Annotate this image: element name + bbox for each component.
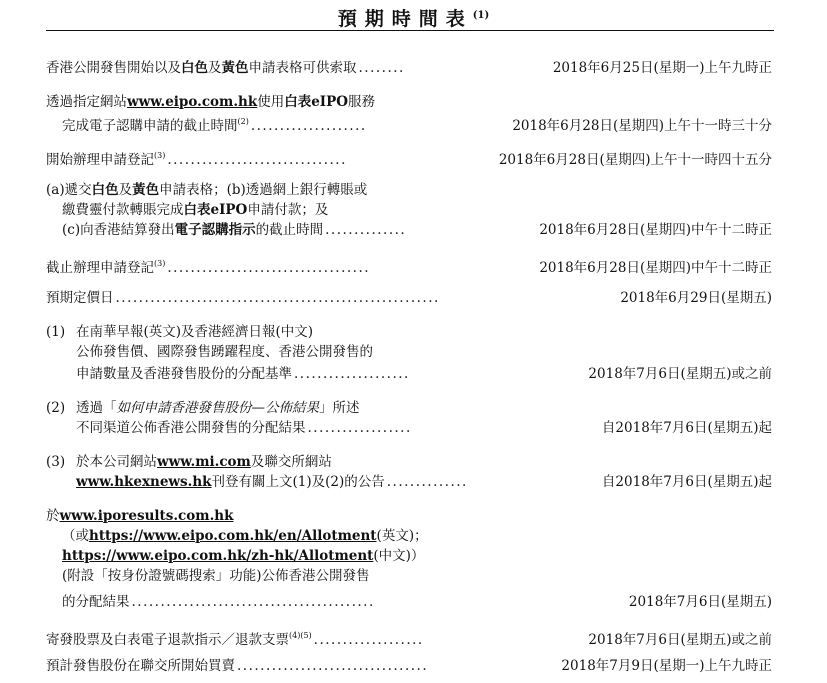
- leader-dots: ..........................................: [131, 594, 375, 610]
- row-label-line-2: （或https://www.eipo.com.hk/en/Allotment(英文)；: [62, 528, 428, 544]
- row-label-line-1: (1) 在南華早報(英文)及香港經濟日報(中文): [46, 324, 314, 340]
- row-label: 不同渠道公佈香港公開發售的分配結果: [76, 420, 306, 436]
- row-label-line-1: (3) 於本公司網站www.mi.com及聯交所網站: [46, 454, 332, 470]
- timetable-row-lists-close: [46, 254, 772, 274]
- timetable-row-announce-results: [76, 418, 772, 438]
- website-link[interactable]: www.eipo.com.hk: [127, 94, 258, 110]
- item-number: (3): [46, 454, 66, 470]
- page-title: 預期時間表$^{(1)}$: [337, 8, 490, 30]
- leader-dots: ....................: [250, 118, 367, 134]
- row-label: 完成電子認購申請的截止時間$^{(2)}$: [62, 117, 249, 134]
- timetable-row-announce-price: [76, 364, 772, 384]
- row-label-line-1: (a)遞交白色及黃色申請表格；(b)透過網上銀行轉賬或: [46, 182, 368, 198]
- row-label: 寄發股票及白表電子退款指示／退款支票$^{(4)(5)}$: [46, 631, 312, 648]
- row-label: 申請數量及香港發售股份的分配基準: [76, 366, 292, 382]
- leader-dots: ..............: [325, 222, 407, 238]
- row-label: (c)向香港結算發出電子認購指示的截止時間: [62, 222, 324, 238]
- row-date: 自2018年7月6日(星期五)起: [601, 474, 772, 490]
- row-label: 香港公開發售開始以及白色及黃色申請表格可供索取: [46, 60, 357, 76]
- timetable-row-application-deadline: [62, 220, 772, 240]
- timetable-row-price-determination: [46, 288, 772, 308]
- row-label-line-1: 於www.iporesults.com.hk: [46, 508, 234, 524]
- website-link[interactable]: www.hkexnews.hk: [76, 474, 212, 490]
- row-label: 預期定價日: [46, 290, 114, 306]
- leader-dots: ..................: [307, 420, 412, 436]
- leader-dots: ....................: [294, 366, 410, 382]
- leader-dots: ...................: [313, 632, 424, 648]
- row-label: 預計發售股份在聯交所開始買賣: [46, 658, 235, 674]
- row-label: www.hkexnews.hk刊登有關上文(1)及(2)的公告: [76, 474, 385, 490]
- row-date: 2018年6月28日(星期四)上午十一時四十五分: [498, 152, 772, 168]
- title-rule: [46, 30, 774, 31]
- row-date: 2018年6月28日(星期四)中午十二時正: [539, 222, 772, 238]
- leader-dots: ...............................: [167, 152, 347, 168]
- item-number: (2): [46, 400, 66, 416]
- timetable-row-eipo-deadline: [62, 112, 772, 132]
- website-link[interactable]: www.mi.com: [157, 454, 251, 470]
- leader-dots: ........................................................: [115, 290, 440, 306]
- row-label-line-1: (2) 透過「如何申請香港發售股份—公佈結果」所述: [46, 400, 360, 416]
- timetable-row-prospectus-available: [46, 58, 772, 78]
- website-link[interactable]: www.iporesults.com.hk: [59, 508, 234, 524]
- leader-dots: ..............: [386, 474, 468, 490]
- row-label: 開始辦理申請登記$^{(3)}$: [46, 151, 166, 168]
- row-label-line-4: (附設「按身份證號碼搜索」功能)公佈香港公開發售: [62, 568, 370, 584]
- row-date: 2018年6月29日(星期五): [620, 290, 772, 306]
- row-date: 自2018年7月6日(星期五)起: [601, 420, 772, 436]
- item-number: (1): [46, 324, 66, 340]
- leader-dots: ...................................: [167, 260, 371, 276]
- title-footnote-marker: (1): [472, 10, 490, 21]
- row-label-line-1: 透過指定網站www.eipo.com.hk使用白表eIPO服務: [46, 94, 376, 110]
- row-date: 2018年7月9日(星期一)上午九時正: [561, 658, 772, 674]
- row-label: 的分配結果: [62, 594, 130, 610]
- row-label-line-2: 繳費靈付款轉賬完成白表eIPO申請付款；及: [62, 202, 329, 218]
- row-date: 2018年7月6日(星期五)或之前: [588, 366, 772, 382]
- row-date: 2018年6月28日(星期四)上午十一時三十分: [512, 118, 772, 134]
- row-label: 截止辦理申請登記$^{(3)}$: [46, 259, 166, 276]
- row-date: 2018年7月6日(星期五)或之前: [588, 632, 772, 648]
- row-label-line-3: https://www.eipo.com.hk/zh-hk/Allotment(中文)）: [62, 548, 425, 564]
- row-date: 2018年6月25日(星期一)上午九時正: [552, 60, 772, 76]
- timetable-row-allocation-results: [62, 592, 772, 612]
- leader-dots: .................................: [237, 658, 429, 674]
- row-date: 2018年6月28日(星期四)中午十二時正: [539, 260, 772, 276]
- row-date: 2018年7月6日(星期五): [628, 594, 772, 610]
- row-label-line-2: 公佈發售價、國際發售踴躍程度、香港公開發售的: [76, 344, 373, 360]
- timetable-row-lists-open: [46, 146, 772, 166]
- timetable-row-dispatch-certificates: [46, 626, 772, 646]
- website-link[interactable]: https://www.eipo.com.hk/zh-hk/Allotment: [62, 548, 374, 564]
- website-link[interactable]: https://www.eipo.com.hk/en/Allotment: [89, 528, 377, 544]
- leader-dots: ........: [358, 60, 405, 76]
- timetable-row-publish-announcement: [76, 472, 772, 492]
- timetable-row-dealings-commence: [46, 656, 772, 676]
